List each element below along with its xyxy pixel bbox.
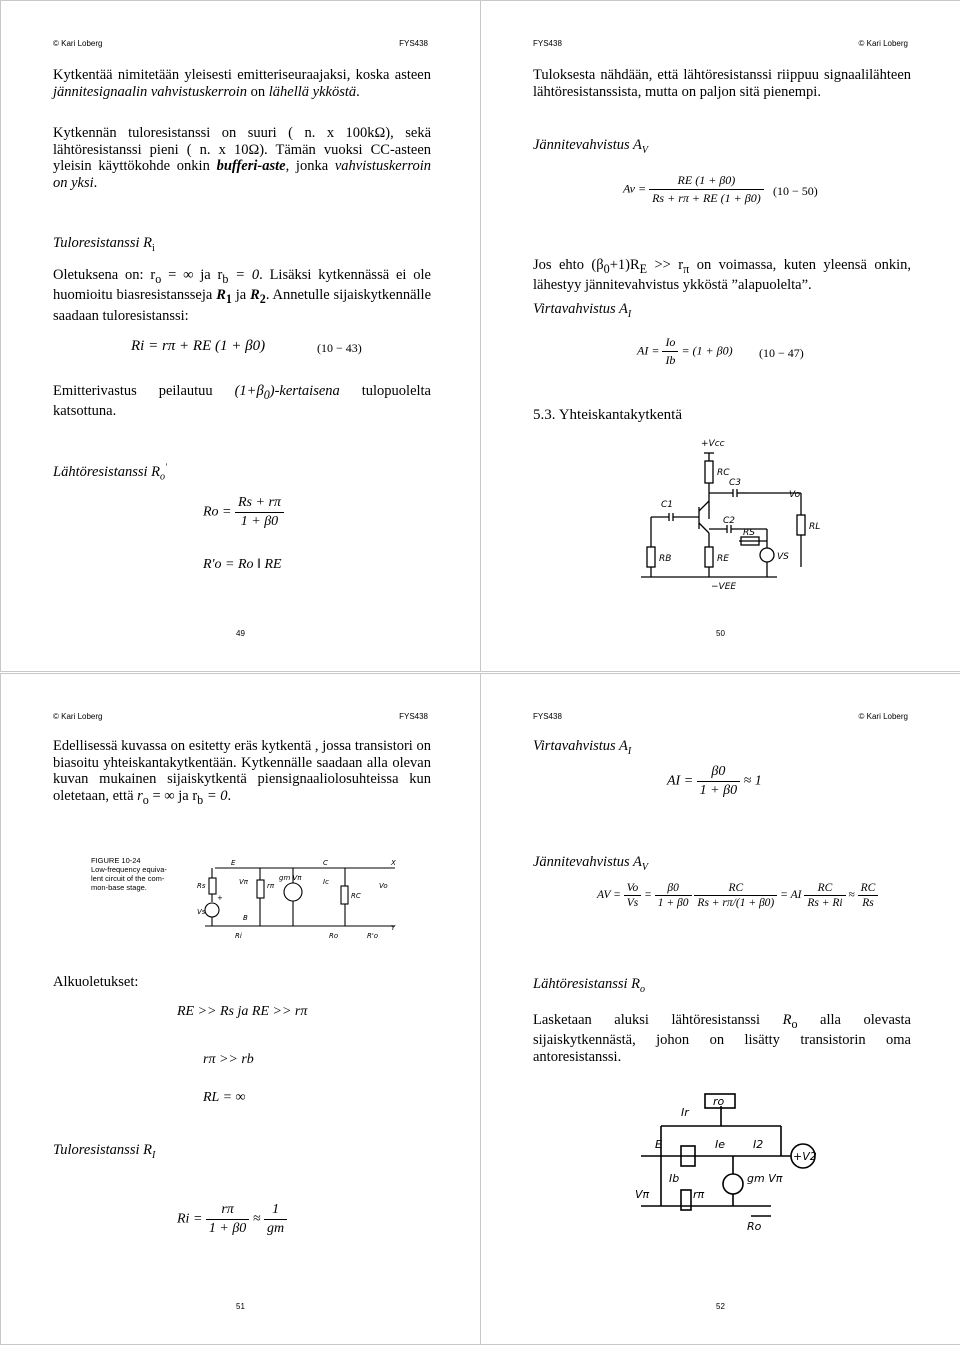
fraction: $\frac{\beta 0}{1 + \beta 0}$ bbox=[697, 764, 740, 799]
equation-number: (10 − 50) bbox=[773, 184, 818, 198]
intro-paragraph: Kytkentää nimitetään yleisesti emitteriseuraajaksi, koska asteen jännitesignaalin vahvistuskerroin on lähellä ykköstä. bbox=[53, 67, 431, 100]
svg-text:Vπ: Vπ bbox=[635, 1188, 650, 1201]
heading-input-resistance: Tuloresistanssi $R_i$ bbox=[53, 235, 155, 254]
svg-text:R'o: R'o bbox=[367, 932, 379, 940]
header-course: FYS438 bbox=[399, 712, 428, 721]
equation-input-resistance: Ri = $\frac{r\pi}{1 + \beta 0}$ ≈ $\frac{1}{gm}$ bbox=[177, 1202, 287, 1237]
svg-text:Rs: Rs bbox=[197, 882, 206, 890]
heading-voltage-gain: Jännitevahvistus $A_V$ bbox=[533, 137, 648, 156]
header-course: FYS438 bbox=[399, 39, 428, 48]
svg-text:E: E bbox=[231, 859, 236, 867]
label-vs: VS bbox=[777, 552, 789, 562]
svg-text:Ri: Ri bbox=[235, 932, 242, 940]
label-rs: RS bbox=[743, 528, 755, 538]
equation-current-gain: AI = $\frac{Io}{Ib}$ = (1 + β0) bbox=[637, 335, 733, 367]
svg-text:X: X bbox=[391, 859, 396, 867]
page-52 bbox=[480, 673, 960, 1345]
equation-input-resistance: Ri = rπ + RE (1 + β0) bbox=[131, 338, 266, 354]
svg-text:C: C bbox=[323, 859, 328, 867]
svg-text:Ib: Ib bbox=[669, 1172, 680, 1185]
label-vcc: +Vcc bbox=[701, 439, 725, 449]
svg-text:Vo: Vo bbox=[379, 882, 388, 890]
page-number: 52 bbox=[716, 1302, 725, 1311]
common-base-equivalent-circuit bbox=[195, 858, 415, 942]
page-number: 50 bbox=[716, 629, 725, 638]
header-course: FYS438 bbox=[533, 712, 562, 721]
svg-text:E: E bbox=[655, 1138, 662, 1151]
svg-text:gm Vπ: gm Vπ bbox=[279, 874, 302, 882]
equation-voltage-gain: AV = $\frac{Vo}{Vs}$ = $\frac{\beta 0}{1 + \beta 0}$ $\frac{RC}{Rs + r\pi/(1 + \beta 0)}$ = AI $\frac{RC}{Rs + Ri}$ ≈ $\frac{RC}{Rs}$ bbox=[597, 882, 878, 909]
svg-text:Vπ: Vπ bbox=[239, 878, 249, 886]
heading-output-resistance: Lähtöresistanssi $R_o'$ bbox=[53, 462, 167, 483]
svg-text:Ro: Ro bbox=[329, 932, 339, 940]
equation-number: (10 − 43) bbox=[317, 341, 362, 355]
page-number: 51 bbox=[236, 1302, 245, 1311]
fraction: $\frac{r\pi}{1 + \beta 0}$ bbox=[206, 1202, 249, 1237]
assumption-2: rπ >> rb bbox=[203, 1052, 254, 1067]
svg-text:gm Vπ: gm Vπ bbox=[747, 1172, 783, 1185]
heading-current-gain: Virtavahvistus $A_I$ bbox=[533, 738, 632, 757]
mirror-paragraph: Emitterivastus peilautuu $(1+\beta_0)$-kertaisena tulopuolelta katsottuna. bbox=[53, 383, 431, 420]
label-vee: −VEE bbox=[711, 582, 737, 592]
assumptions-heading: Alkuoletukset: bbox=[53, 974, 139, 990]
header-author: © Kari Loberg bbox=[858, 712, 908, 721]
svg-text:I2: I2 bbox=[753, 1138, 764, 1151]
assumption-paragraph: Oletuksena on: $r_o$ = ∞ ja $r_b = 0$. Lisäksi kytkennässä ei ole huomioitu biasresistansseja $R_1$ ja $R_2$. Annetulle sijaiskytkennälle saadaan tuloresistanssi: bbox=[53, 267, 432, 324]
equation-output-resistance: Ro = $\frac{Rs + r\pi}{1 + \beta 0}$ bbox=[203, 495, 284, 530]
output-resistance-paragraph: Lasketaan aluksi lähtöresistanssi $R_o$ alla olevasta sijaiskytkennästä, johon on lisätty transistorin oma antoresistanssi. bbox=[533, 1012, 911, 1065]
intro-paragraph: Edellisessä kuvassa on esitetty eräs kytkentä , jossa transistori on biasoitu yhteiskantakytkentään. Kytkennälle saadaan alla olevan kuvan mukainen sijaiskytkentä piensignaaliolosuhteissa kun oletetaan, että $r_o$ = ∞ ja $r_b = 0$. bbox=[53, 738, 431, 807]
page-50 bbox=[480, 0, 960, 672]
common-collector-circuit-diagram bbox=[631, 437, 931, 597]
svg-text:+: + bbox=[217, 894, 223, 902]
svg-text:Ir: Ir bbox=[681, 1106, 689, 1119]
label-re: RE bbox=[717, 554, 729, 564]
label-vo: Vo bbox=[789, 490, 801, 500]
heading-current-gain: Virtavahvistus $A_I$ bbox=[533, 301, 632, 320]
svg-text:+V2: +V2 bbox=[793, 1150, 817, 1163]
svg-text:Ie: Ie bbox=[715, 1138, 726, 1151]
svg-text:rπ: rπ bbox=[693, 1188, 705, 1201]
resistance-paragraph: Kytkennän tuloresistanssi on suuri ( n. x 100kΩ), sekä lähtöresistanssi pieni ( n. x 10Ω). Tämän vuoksi CC-asteen yleisin käyttökohde onkin bufferi-aste, jonka vahvistuskerroin on yksi. bbox=[53, 125, 431, 191]
label-rl: RL bbox=[809, 522, 821, 532]
heading-voltage-gain: Jännitevahvistus $A_V$ bbox=[533, 854, 648, 873]
equation-number: (10 − 47) bbox=[759, 346, 804, 360]
svg-text:Vs: Vs bbox=[197, 908, 206, 916]
fraction: $\frac{Rs + r\pi}{1 + \beta 0}$ bbox=[235, 495, 284, 530]
svg-text:B: B bbox=[243, 914, 248, 922]
fraction: $\frac{1}{gm}$ bbox=[264, 1202, 287, 1237]
header-course: FYS438 bbox=[533, 39, 562, 48]
figure-caption: FIGURE 10-24 Low-frequency equiva- lent circuit of the com- mon-base stage. bbox=[91, 856, 167, 892]
equation-current-gain: AI = $\frac{\beta 0}{1 + \beta 0}$ ≈ 1 bbox=[667, 764, 762, 798]
label-c2: C2 bbox=[723, 516, 736, 526]
section-heading: 5.3. Yhteiskantakytkentä bbox=[533, 407, 682, 423]
label-rc: RC bbox=[717, 468, 730, 478]
page-51 bbox=[0, 673, 481, 1345]
condition-paragraph: Jos ehto $(\beta_0+1)R_E >> r_\pi$ on voimassa, kuten yleensä onkin, lähestyy jännitevahvistus ykköstä ”alapuolelta”. bbox=[533, 257, 912, 294]
fraction: $\frac{RE (1 + \beta 0)}{Rs + r\pi + RE (1 + \beta 0)}$ bbox=[649, 173, 764, 206]
equation-output-resistance-parallel: R'o = Ro ‖ RE bbox=[203, 557, 282, 572]
svg-text:Y: Y bbox=[391, 924, 396, 932]
header-author: © Kari Loberg bbox=[53, 712, 103, 721]
fraction: $\frac{Io}{Ib}$ bbox=[662, 335, 678, 368]
label-rb: RB bbox=[659, 554, 672, 564]
output-resistance-equivalent-circuit bbox=[621, 1086, 821, 1244]
svg-text:Ic: Ic bbox=[323, 878, 329, 886]
heading-output-resistance: Lähtöresistanssi $R_o$ bbox=[533, 976, 646, 995]
label-c3: C3 bbox=[729, 478, 742, 488]
svg-text:Ro: Ro bbox=[747, 1220, 762, 1233]
intro-paragraph: Tuloksesta nähdään, että lähtöresistanssi riippuu signaalilähteen lähtöresistanssista, mutta on paljon sitä pienempi. bbox=[533, 67, 911, 100]
svg-text:ro: ro bbox=[713, 1095, 725, 1108]
heading-input-resistance: Tuloresistanssi $R_I$ bbox=[53, 1142, 156, 1161]
page-49 bbox=[0, 0, 481, 672]
svg-text:RC: RC bbox=[351, 892, 361, 900]
header-author: © Kari Loberg bbox=[53, 39, 103, 48]
page-number: 49 bbox=[236, 629, 245, 638]
svg-text:rπ: rπ bbox=[267, 882, 275, 890]
assumption-3: RL = ∞ bbox=[203, 1090, 246, 1105]
header-author: © Kari Loberg bbox=[858, 39, 908, 48]
equation-voltage-gain: Av = $\frac{RE (1 + \beta 0)}{Rs + r\pi + RE (1 + \beta 0)}$ bbox=[623, 173, 764, 206]
label-c1: C1 bbox=[661, 500, 674, 510]
assumption-1: RE >> Rs ja RE >> rπ bbox=[177, 1004, 308, 1019]
